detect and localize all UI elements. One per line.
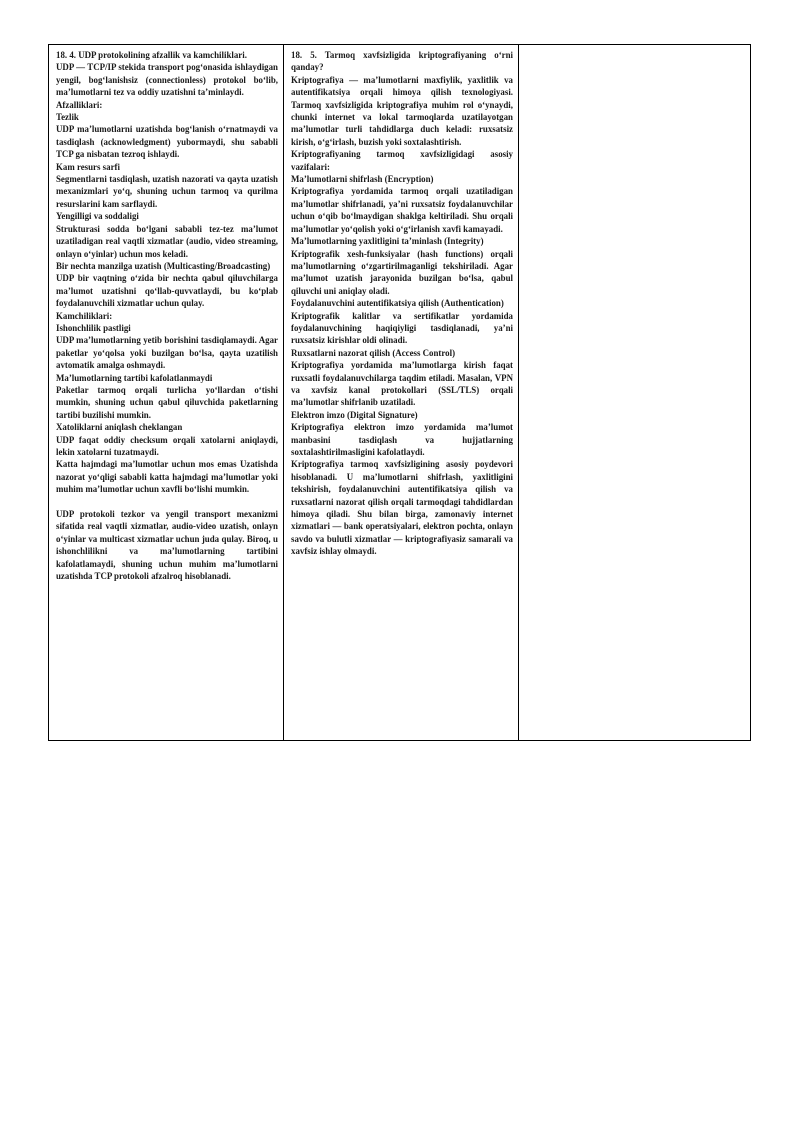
- item-title: Xatoliklarni aniqlash cheklangan: [56, 422, 183, 433]
- item-title: Tezlik: [56, 112, 79, 123]
- conclusion-paragraph: UDP protokoli tezkor va yengil transport mexanizmi sifatida real vaqtli xizmatlar, audio-video uzatish, onlayn o‘yinlar va multicast xizmatlar uchun juda qulay. Biroq, u ishonchlilikni va ma’lumotlarning tartibini kafolatlamaydi, shuning uchun muhim ma’lumotlarni uzatishda TCP protokoli afzalroq hisoblanadi.: [56, 509, 278, 582]
- blank-line: [56, 496, 278, 508]
- empty-cell: [518, 45, 750, 740]
- paragraph: Kriptografik xesh-funksiyalar (hash functions) orqali ma’lumotlarning o‘zgartirilmaganligi tekshiriladi. Agar ma’lumot uzatish jarayonida buzilgan bo‘lsa, qabul qiluvchi uni aniqlay oladi.: [291, 248, 513, 296]
- paragraph: Segmentlarni tasdiqlash, uzatish nazorati va qayta uzatish mexanizmlari yo‘q, shuning uchun tarmoq va qurilma resurslarini kam sarflaydi.: [56, 174, 278, 209]
- section-heading: Kamchiliklari:: [56, 310, 113, 321]
- item-title: Bir nechta manzilga uzatish (Multicasting/Broadcasting): [56, 260, 271, 271]
- item-title: Elektron imzo (Digital Signature): [291, 409, 418, 420]
- paragraph: Kriptografiya yordamida tarmoq orqali uzatiladigan ma’lumotlar shifrlanadi, ya’ni ruxsatsiz foydalanuvchilar uchun o‘qib bo‘lmaydigan shaklga keltiriladi. Shu orqali ma’lumotlar yo‘qolish yoki o‘g‘irlanish xavfi kamayadi.: [291, 186, 513, 234]
- answer-table: [48, 44, 751, 741]
- answer-cell-udp: [49, 45, 283, 740]
- paragraph: UDP — TCP/IP stekida transport pog‘onasida ishlaydigan yengil, bog‘lanishsiz (connectionless) protokol bo‘lib, ma’lumotlarni tez va oddiy uzatishni ta’minlaydi.: [56, 62, 278, 98]
- item-title: Ma’lumotlarni shifrlash (Encryption): [291, 174, 434, 185]
- item-title: Ma’lumotlarning tartibi kafolatlanmaydi: [56, 372, 213, 383]
- section-heading: Kriptografiyaning tarmoq xavfsizligidagi asosiy vazifalari:: [291, 149, 513, 172]
- paragraph: UDP ma’lumotlarni uzatishda bog‘lanish o‘rnatmaydi va tasdiqlash (acknowledgment) yubormaydi, shu sababli TCP ga nisbatan tezroq ishlaydi.: [56, 124, 278, 160]
- question-title: 18. 4. UDP protokolining afzallik va kamchiliklari.: [56, 50, 247, 60]
- paragraph: UDP faqat oddiy checksum orqali xatolarni aniqlaydi, lekin xatolarni tuzatmaydi.: [56, 434, 278, 457]
- item-title: Ishonchlilik pastligi: [56, 322, 131, 333]
- paragraph: Katta hajmdagi ma’lumotlar uchun mos emas Uzatishda nazorat yo‘qligi sababli katta hajmdagi ma’lumotlar yoki muhim ma’lumotlar uchun xavfli bo‘lishi mumkin.: [56, 459, 278, 495]
- item-title: Foydalanuvchini autentifikatsiya qilish (Authentication): [291, 298, 504, 309]
- item-title: Ma’lumotlarning yaxlitligini ta’minlash (Integrity): [291, 236, 484, 247]
- item-title: Yengilligi va soddaligi: [56, 211, 139, 222]
- question-title: 18. 5. Tarmoq xavfsizligida kriptografiyaning o‘rni qanday?: [291, 50, 513, 73]
- answer-cell-cryptography: [283, 45, 518, 740]
- paragraph: UDP ma’lumotlarning yetib borishini tasdiqlamaydi. Agar paketlar yo‘qolsa yoki buzilgan bo‘lsa, qayta uzatilish avtomatik amalga oshmaydi.: [56, 335, 278, 371]
- paragraph: Kriptografik kalitlar va sertifikatlar yordamida foydalanuvchining haqiqiyligi tasdiqlanadi, ya’ni ruxsatsiz kirishlar oldi olinadi.: [291, 310, 513, 346]
- paragraph: Strukturasi sodda bo‘lgani sababli tez-tez ma’lumot uzatiladigan real vaqtli xizmatlar (audio, video streaming, onlayn o‘yinlar) uchun mos keladi.: [56, 223, 278, 259]
- item-title: Ruxsatlarni nazorat qilish (Access Control): [291, 347, 456, 358]
- item-title: Kam resurs sarfi: [56, 161, 120, 172]
- paragraph: Kriptografiya yordamida ma’lumotlarga kirish faqat ruxsatli foydalanuvchilarga taqdim etiladi. Masalan, VPN va xavfsiz kanal protokollari (SSL/TLS) orqali ma’lumotlar shifrlanib uzatiladi.: [291, 360, 513, 408]
- section-heading: Afzalliklari:: [56, 99, 103, 110]
- paragraph: Kriptografiya — ma’lumotlarni maxfiylik, yaxlitlik va autentifikatsiya orqali himoya qilish texnologiyasi. Tarmoq xavfsizligida kriptografiya muhim rol o‘ynaydi, chunki internet va lokal tarmoqlarda uzatilayotgan ma’lumotlar turli tahdidlarga duch keladi: ruxsatsiz kirish, o‘g‘irlash, buzish yoki soxtalashtirish.: [291, 74, 513, 147]
- paragraph: Paketlar tarmoq orqali turlicha yo‘llardan o‘tishi mumkin, shuning uchun qabul qiluvchida paketlarning tartibi buzilishi mumkin.: [56, 384, 278, 420]
- conclusion-paragraph: Kriptografiya tarmoq xavfsizligining asosiy poydevori hisoblanadi. U ma’lumotlarni shifrlash, yaxlitligini tekshirish, foydalanuvchini autentifikatsiya qilish va ruxsatlarni nazorat qilish orqali tarmoqdagi tahdidlardan himoya qiladi. Shu bilan birga, zamonaviy internet xizmatlari — bank operatsiyalari, elektron pochta, onlayn savdo va bulutli xizmatlar — kriptografiyasiz samarali va xavfsiz ishlay olmaydi.: [291, 459, 513, 557]
- paragraph: Kriptografiya elektron imzo yordamida ma’lumot manbasini tasdiqlash va hujjatlarning soxtalashtirilmasligini kafolatlaydi.: [291, 422, 513, 457]
- paragraph: UDP bir vaqtning o‘zida bir nechta qabul qiluvchilarga ma’lumot uzatishni qo‘llab-quvvatlaydi, bu ko‘plab foydalanuvchili xizmatlar uchun qulay.: [56, 273, 278, 309]
